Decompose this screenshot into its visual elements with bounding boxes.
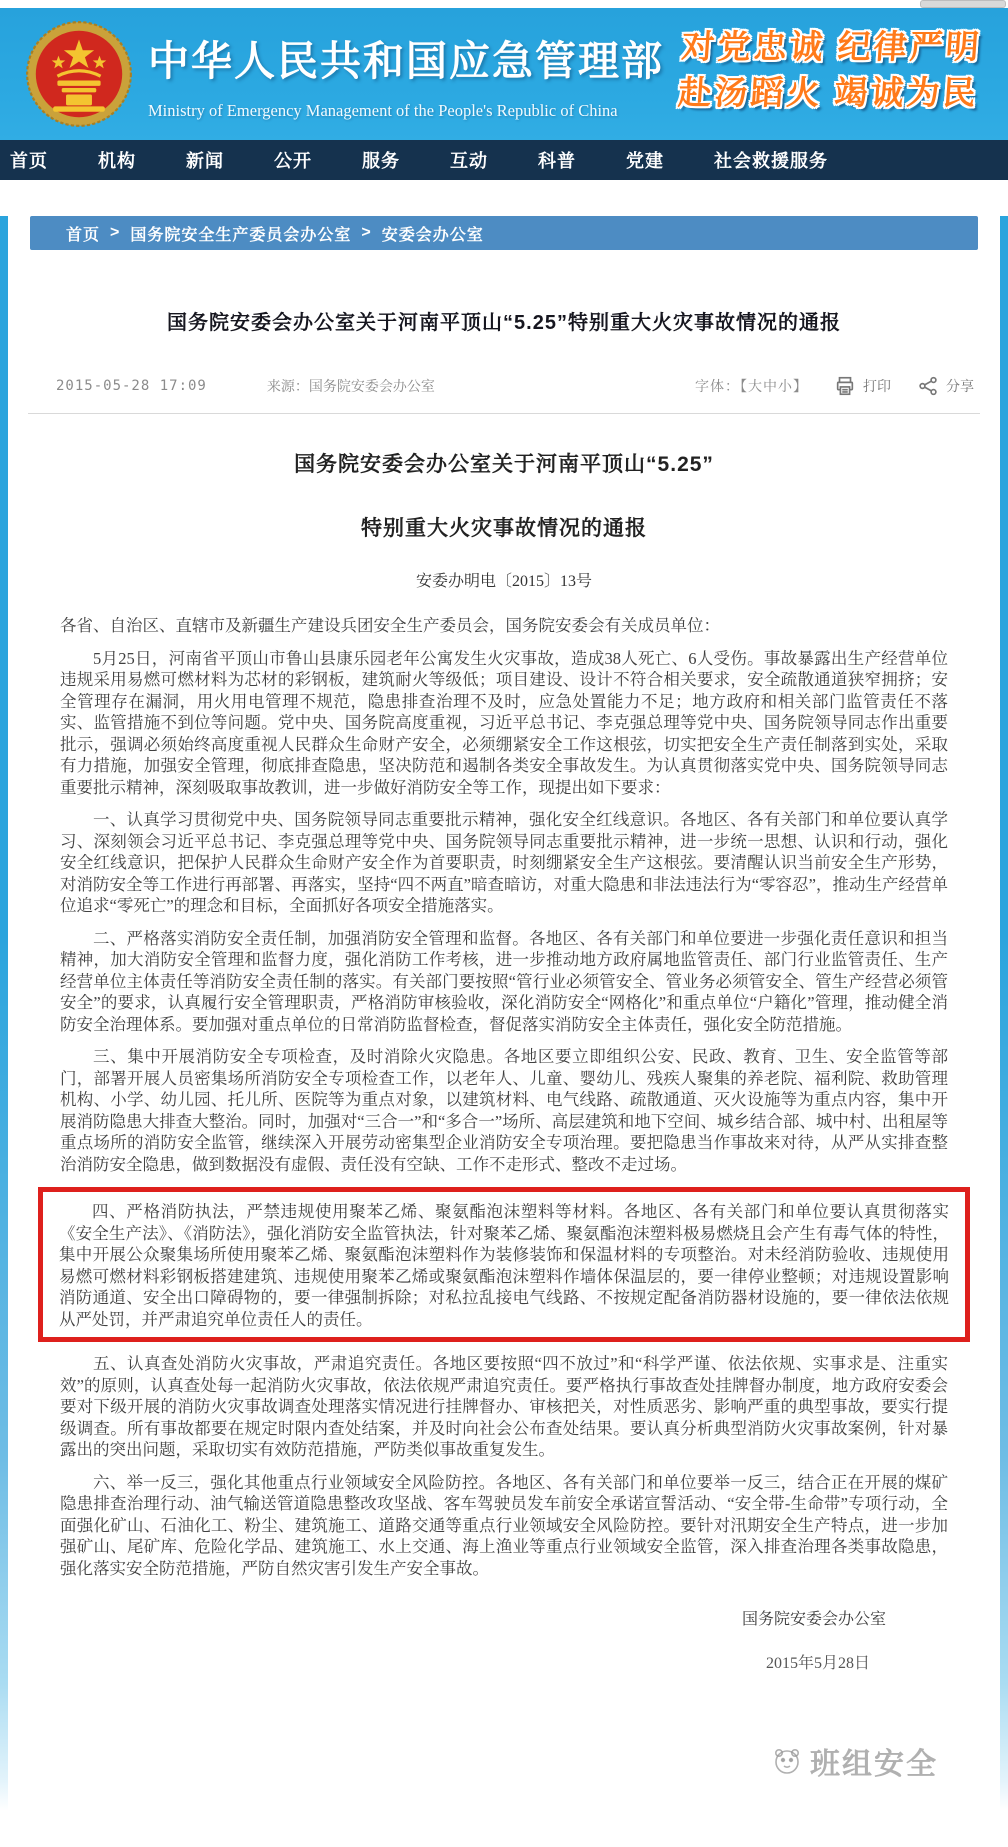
nav-item-8[interactable]: 党建 [626, 151, 664, 171]
nav-item-4[interactable]: 公开 [274, 151, 312, 171]
document-body [60, 615, 948, 1674]
browser-edge-artifact [920, 0, 1006, 8]
printer-icon [834, 375, 856, 397]
breadcrumb-separator: > [110, 224, 121, 241]
doc-paragraph-6: 五、认真查处消防火灾事故，严肃追究责任。各地区要按照“四不放过”和“科学严谨、依法依规、实事求是、注重实效”的原则，认真查处每一起消防火灾事故，依法依规严肃追究责任。要严格执行事故查处挂牌督办制度，地方政府安委会要对下级开展的消防火灾事故调查处理落实情况进行挂牌督办、审核把关，对性质恶劣、影响严重的典型事故，要实行提级调查。所有事故都要在规定时限内查处结案，并及时向社会公布查处结果。要认真分析典型消防火灾事故案例，针对暴露出的突出问题，采取切实有效防范措施，严防类似事故重复发生。 [60, 1354, 948, 1459]
breadcrumb-item-3: 安委会办公室 [381, 226, 484, 244]
breadcrumb-item-1[interactable]: 首页 [66, 226, 101, 244]
slogan-line-2: 赴汤蹈火 竭诚为民 [676, 74, 980, 111]
document-title-line2: 特别重大火灾事故情况的通报 [361, 517, 647, 540]
doc-paragraph-3: 二、严格落实消防安全责任制，加强消防安全管理和监督。各地区、各有关部门和单位要进一步强化责任意识和担当精神，加大消防安全管理和监督力度，强化消防工作考核，进一步推动地方政府属地监管责任、部门行业监管责任、生产经营单位主体责任等消防安全责任制的落实。有关部门要按照“管行业必须管安全、管业务必须管安全、管生产经营必须管安全”的要求，认真履行安全管理职责，严格消防审核验收，深化消防安全“网格化”和重点单位“户籍化”管理，推动健全消防安全治理体系。要加强对重点单位的日常消防监督检查，督促落实消防安全主体责任，强化安全防范措施。 [60, 928, 948, 1034]
page-frame [0, 216, 1008, 1811]
breadcrumb-separator: > [361, 224, 372, 241]
document-number: 安委办明电〔2015〕13号 [415, 573, 592, 590]
doc-paragraph-4: 三、集中开展消防安全专项检查，及时消除火灾隐患。各地区要立即组织公安、民政、教育、卫生、安全监管等部门，部署开展人员密集场所消防安全专项检查工作，以老年人、儿童、婴幼儿、残疾人聚集的养老院、福利院、救助管理机构、小学、幼儿园、托儿所、医院等为重点对象，以建筑材料、电气线路、疏散通道、灭火设施等为重点内容，集中开展消防隐患大排查大整治。同时，加强对“三合一”和“多合一”场所、高层建筑和地下空间、城乡结合部、城中村、出租屋等重点场所的消防安全监管，继续深入开展劳动密集型企业消防安全专项治理。要把隐患当作事故来对待，从严从实排查整治消防安全隐患，做到数据没有虚假、责任没有空缺、工作不走形式、整改不走过场。 [60, 1047, 948, 1174]
nav-item-5[interactable]: 服务 [362, 151, 400, 171]
page-title: 国务院安委会办公室关于河南平顶山“5.25”特别重大火灾事故情况的通报 [167, 312, 841, 334]
national-emblem-icon [25, 20, 133, 128]
doc-paragraph-5: 四、严格消防执法，严禁违规使用聚苯乙烯、聚氨酯泡沫塑料等材料。各地区、各有关部门和单位要认真贯彻落实《安全生产法》、《消防法》，强化消防安全监管执法，针对聚苯乙烯、聚氨酯泡沫塑料极易燃烧且会产生有毒气体的特性，集中开展公众聚集场所使用聚苯乙烯、聚氨酯泡沫塑料作为装修装饰和保温材料的专项整治。对未经消防验收、违规使用易燃可燃材料彩钢板搭建建筑、违规使用聚苯乙烯或聚氨酯泡沫塑料作墙体保温层的，要一律停业整顿；对违规设置影响消防通道、安全出口障碍物的，要一律强制拆除；对私拉乱接电气线路、不按规定配备消防器材设施的，要一律依法依规从严处罚，并严肃追究单位责任人的责任。 [59, 1202, 949, 1329]
ministry-title-en: Ministry of Emergency Management of the People's Republic of China [148, 101, 618, 120]
meta-divider [28, 413, 980, 414]
signature-block [60, 1609, 886, 1674]
nav-item-2[interactable]: 机构 [98, 151, 136, 171]
share-icon [917, 375, 939, 397]
publish-datetime: 2015-05-28 17:09 [56, 378, 207, 394]
doc-paragraph-2: 一、认真学习贯彻党中央、国务院领导同志重要批示精神，强化安全红线意识。各地区、各有关部门和单位要认真学习、深刻领会习近平总书记、李克强总理等党中央、国务院领导同志重要批示精神，进一步统一思想、认识和行动，强化安全红线意识，把保护人民群众生命财产安全作为首要职责，时刻绷紧安全生产这根弦。要清醒认识当前安全生产形势，对消防安全等工作进行再部署、再落实，坚持“四不两直”暗查暗访，对重大隐患和非法违法行为“零容忍”，推动生产经营单位追求“零死亡”的理念和目标，全面抓好各项安全措施落实。 [60, 810, 948, 915]
nav-item-7[interactable]: 科普 [538, 151, 576, 171]
bottom-margin [0, 1811, 1008, 1847]
watermark-logo-icon [770, 1744, 804, 1778]
article-source: 来源：国务院安委会办公室 [266, 378, 435, 394]
doc-paragraph-1: 5月25日，河南省平顶山市鲁山县康乐园老年公寓发生火灾事故，造成38人死亡、6人受伤。事故暴露出生产经营单位违规采用易燃可燃材料为芯材的彩钢板，建筑耐火等级低；项目建设、设计不符合相关要求，安全疏散通道狭窄拥挤；安全管理存在漏洞，用火用电管理不规范，隐患排查治理不及时，应急处置能力不足；地方政府和相关部门监管责任不落实、监管措施不到位等问题。党中央、国务院高度重视，习近平总书记、李克强总理等党中央、国务院领导同志作出重要批示，强调必须始终高度重视人民群众生命财产安全，必须绷紧安全工作这根弦，切实把安全生产责任制落到实处，采取有力措施，加强安全管理，彻底排查隐患，坚决防范和遏制各类安全事故发生。为认真贯彻落实党中央、国务院领导同志重要批示精神，深刻吸取事故教训，进一步做好消防安全等工作，现提出如下要求： [60, 648, 949, 797]
font-size-control[interactable]: 字体：【大中小】 [695, 378, 808, 394]
nav-item-3[interactable]: 新闻 [186, 151, 224, 171]
highlighted-section-box [38, 1187, 970, 1342]
document-title-line1: 国务院安委会办公室关于河南平顶山“5.25” [294, 453, 714, 476]
slogan-line-1: 对党忠诚 纪律严明 [680, 28, 983, 65]
print-label: 打印 [863, 378, 891, 394]
paragraph-container [60, 648, 948, 1580]
breadcrumb [30, 216, 978, 250]
breadcrumb-item-2[interactable]: 国务院安全生产委员会办公室 [130, 226, 352, 244]
browser-top-strip [0, 0, 1008, 8]
doc-paragraph-7: 六、举一反三，强化其他重点行业领域安全风险防控。各地区、各有关部门和单位要举一反三，结合正在开展的煤矿隐患排查治理行动、油气输送管道隐患整改攻坚战、客车驾驶员发车前安全承诺宣誓活动、“安全带-生命带”专项行动，全面强化矿山、石油化工、粉尘、建筑施工、道路交通等重点行业领域安全风险防控。要针对汛期安全生产特点，进一步加强矿山、尾矿库、危险化学品、建筑施工、水上交通、海上渔业等重点行业领域安全监管，深入排查治理各类事故隐患，强化落实安全防范措施，严防自然灾害引发生产安全事故。 [60, 1472, 948, 1578]
salutation: 各省、自治区、直辖市及新疆生产建设兵团安全生产委员会，国务院安委会有关成员单位： [60, 616, 720, 635]
issuing-office: 国务院安委会办公室 [741, 1611, 886, 1628]
share-button[interactable] [917, 375, 974, 397]
nav-item-1[interactable]: 首页 [10, 151, 48, 171]
site-header [0, 8, 1008, 140]
ministry-title-cn: 中华人民共和国应急管理部 [148, 38, 664, 84]
party-slogan [677, 24, 984, 116]
watermark [770, 1739, 938, 1783]
article-meta-row [34, 375, 974, 397]
watermark-text: 班组安全 [810, 1748, 938, 1781]
share-label: 分享 [946, 378, 974, 394]
nav-item-6[interactable]: 互动 [450, 151, 488, 171]
nav-item-9[interactable]: 社会救援服务 [714, 151, 828, 171]
print-button[interactable] [834, 375, 891, 397]
main-nav [0, 140, 1008, 180]
issue-date: 2015年5月28日 [765, 1654, 870, 1672]
content-page [8, 216, 1000, 1811]
